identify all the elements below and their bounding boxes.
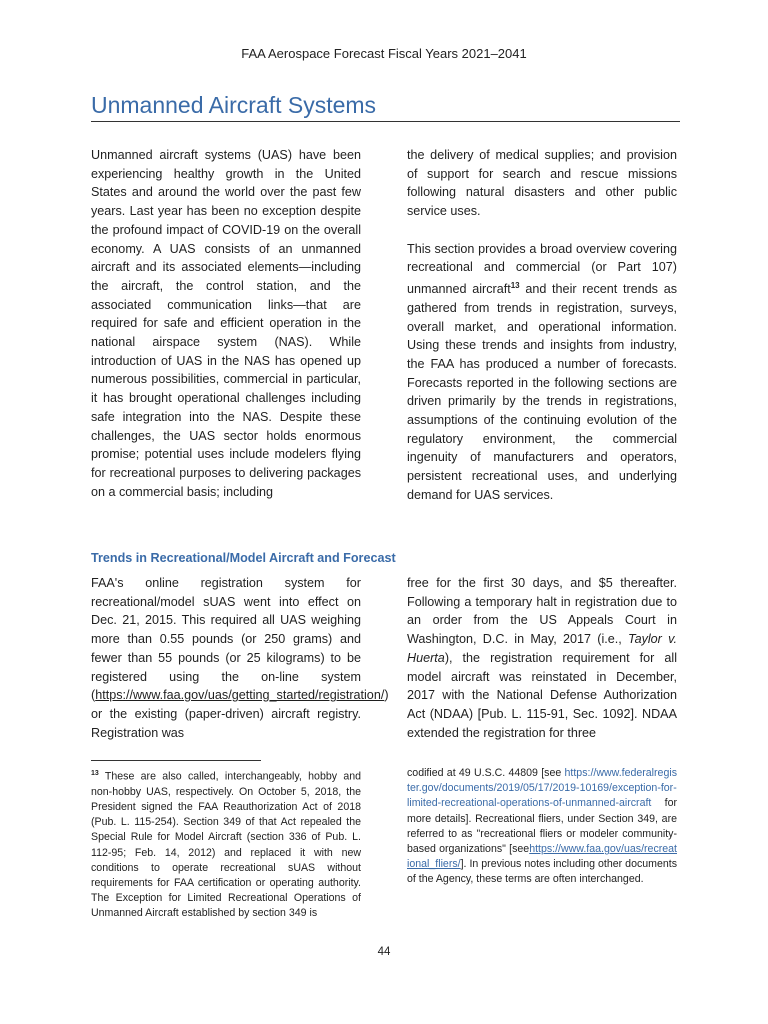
trends-text-c: free for the first 30 days, and $5 thereafter. Following a temporary halt in registration due to an order from the US Appeals Court in Washington, D.C. in May, 2017 (i.e., [407, 576, 677, 647]
intro-paragraph-1: Unmanned aircraft systems (UAS) have been experiencing healthy growth in the United States and around the world over the past few years. Last year has been no exception despite the profound impact of COVID-19 on the overall economy. A UAS consists of an unmanned aircraft and its associated elements—including the aircraft, the control station, and the associated communication links—that are required for safe and efficient operation in the national airspace system (NAS). While introduction of UAS in the NAS has opened up numerous possibilities, commercial in particular, it has brought operational challenges including safe integration into the NAS. Despite these challenges, the UAS sector holds enormous promise; potential uses include modelers flying for recreational purposes to delivering packages on a commercial basis; including [91, 148, 361, 499]
intro-column-left [91, 146, 361, 501]
page-number: 44 [377, 946, 391, 958]
intro-paragraph-2 [407, 240, 677, 505]
footnote-divider [91, 760, 261, 761]
running-header: FAA Aerospace Forecast Fiscal Years 2021–2041 [241, 46, 527, 61]
footnote-text-d: ]. In previous notes including other documents of the Agency, these terms are often interchanged. [407, 858, 677, 886]
registration-link[interactable]: https://www.faa.gov/uas/getting_started/registration/ [95, 688, 385, 703]
trends-heading: Trends in Recreational/Model Aircraft and Forecast [91, 551, 396, 565]
trends-paragraph-continued [407, 574, 677, 742]
footnote-text-c: for more details]. Recreational fliers, under Section 349, are referred to as "recreational fliers or modeler community-based organizations" [see [407, 797, 677, 856]
footnote-column-right [407, 766, 677, 888]
footnote-column-left [91, 766, 361, 922]
footnote-text-b: codified at 49 U.S.C. 44809 [see [407, 767, 565, 779]
section-title: Unmanned Aircraft Systems [91, 92, 377, 118]
intro-column-right [407, 146, 677, 505]
footnote-number: 13 [91, 770, 99, 777]
trends-text-a: FAA's online registration system for recreational/model sUAS went into effect on Dec. 21, 2015. This required all UAS weighing more than 0.55 pounds (or 250 grams) and fewer than 55 pounds (or 25 kilograms) to be registered using the on-line system ( [91, 576, 361, 703]
case-name: Taylor v. Huerta [407, 632, 677, 665]
trends-text-b: ) or the existing (paper-driven) aircraft registry. Registration was [91, 688, 389, 740]
footnote-reference-13[interactable]: 13 [510, 280, 520, 290]
intro-paragraph-1-continued: the delivery of medical supplies; and provision of support for search and rescue missions following natural disasters and other public service uses. [407, 148, 677, 219]
federal-register-link[interactable]: https://www.federalregister.gov/documents/2019/05/17/2019-10169/exception-for-limited-recreational-operations-of-unmanned-aircraft [407, 767, 677, 810]
trends-column-right [407, 574, 677, 742]
recreational-fliers-link[interactable]: https://www.faa.gov/uas/recreational_fliers/ [407, 843, 677, 871]
footnote-text-a: These are also called, interchangeably, hobby and non-hobby UAS, respectively. On October 5, 2018, the President signed the FAA Reauthorization Act of 2018 (Pub. L. 115-254). Section 349 of that Act repealed the Special Rule for Model Aircraft (section 336 of Pub. L. 112-95; Feb. 14, 2012) and replaced it with new conditions to operate recreational sUAS without requirements for FAA certification or operating authority. The Exception for Limited Recreational Operations of Unmanned Aircraft established by section 349 is [91, 770, 361, 920]
title-divider [91, 121, 680, 122]
trends-column-left [91, 574, 389, 742]
intro-paragraph-2-text-a: This section provides a broad overview covering recreational and commercial (or Part 107) unmanned aircraft [407, 241, 677, 297]
trends-paragraph [91, 574, 389, 742]
intro-paragraph-2-text-b: and their recent trends as gathered from trends in registration, surveys, overall market, and operational information. Using these trends and insights from industry, the FAA has produced a number of forecasts. Forecasts reported in the following sections are driven primarily by the trends in registrations, assumptions of the continuing evolution of the regulatory environment, the commercial ingenuity of manufacturers and operators, persistent recreational uses, and underlying demand for UAS services. [407, 282, 677, 502]
trends-text-d: ), the registration requirement for all model aircraft was reinstated in December, 2017 with the National Defense Authorization Act (NDAA) [Pub. L. 115-91, Sec. 1092]. NDAA extended the registration for three [407, 650, 677, 740]
